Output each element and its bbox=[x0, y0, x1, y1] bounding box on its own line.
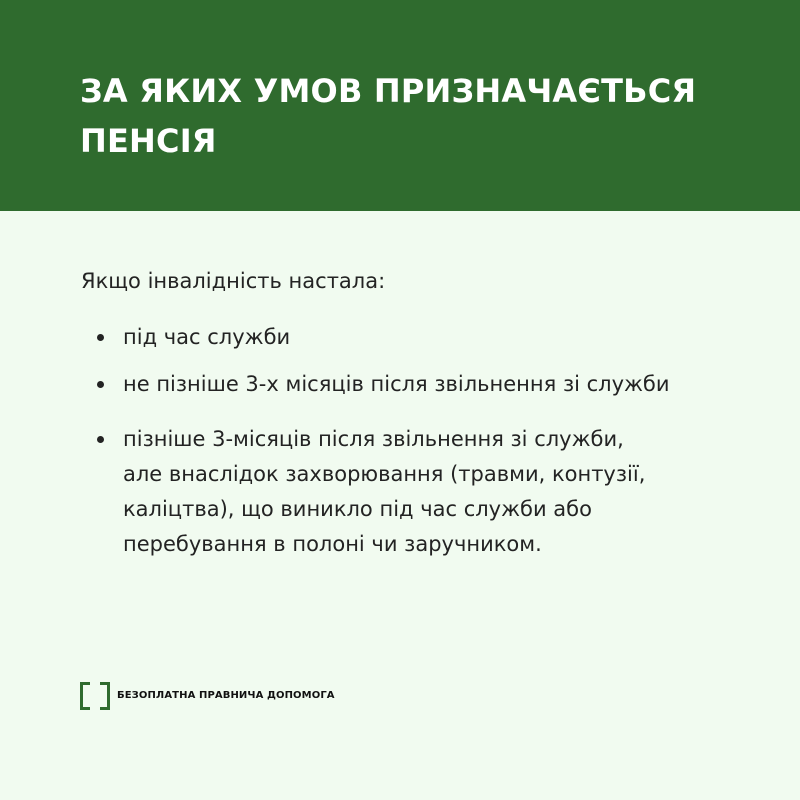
bullet-dot-icon bbox=[97, 436, 104, 443]
page-title bbox=[80, 66, 760, 166]
list-item bbox=[81, 367, 771, 402]
list-item-text: під час служби bbox=[123, 325, 291, 349]
intro-text: Якщо інвалідність настала: bbox=[81, 269, 386, 293]
footer-logo bbox=[80, 682, 335, 708]
list-item-line: каліцтва), що виникло під час служби або bbox=[123, 497, 592, 521]
bullet-list bbox=[81, 320, 771, 562]
list-item-line: але внаслідок захворювання (травми, контузії, bbox=[123, 462, 646, 486]
list-item-text: не пізніше 3-х місяців після звільнення зі служби bbox=[123, 372, 670, 396]
bullet-dot-icon bbox=[97, 334, 104, 341]
list-item bbox=[81, 320, 771, 355]
list-item-line: перебування в полоні чи заручником. bbox=[123, 532, 542, 556]
title-line-1: ЗА ЯКИХ УМОВ ПРИЗНАЧАЄТЬСЯ bbox=[80, 72, 697, 110]
content-section bbox=[81, 264, 771, 562]
bracket-logo-icon bbox=[80, 682, 110, 708]
title-line-2: ПЕНСІЯ bbox=[80, 122, 217, 160]
list-item-line: пізніше 3-місяців після звільнення зі служби, bbox=[123, 427, 624, 451]
right-bracket-icon bbox=[100, 682, 110, 710]
bullet-dot-icon bbox=[97, 381, 104, 388]
left-bracket-icon bbox=[80, 682, 90, 710]
header-banner bbox=[0, 0, 800, 211]
organization-name: БЕЗОПЛАТНА ПРАВНИЧА ДОПОМОГА bbox=[117, 689, 335, 701]
list-item bbox=[81, 422, 771, 562]
